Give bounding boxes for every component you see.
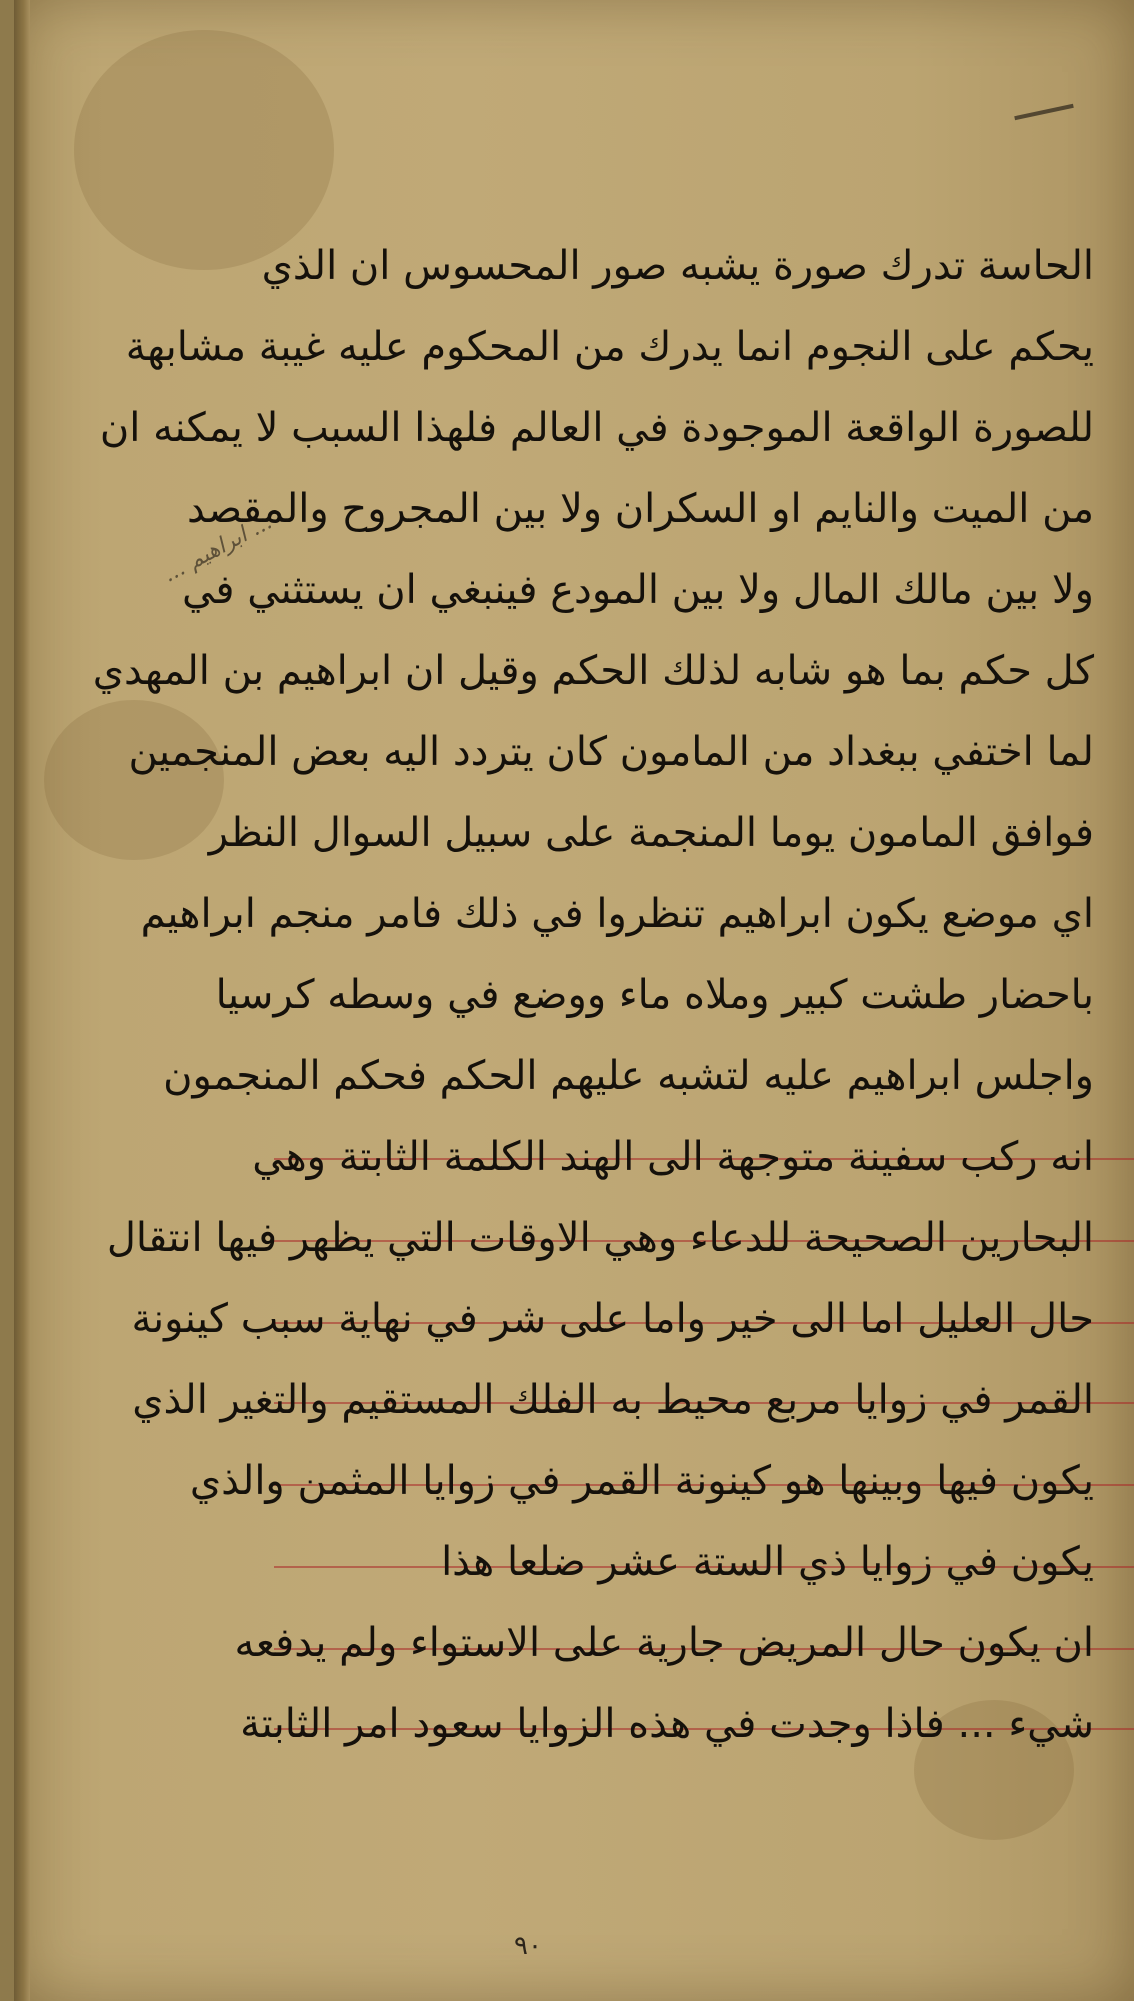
text-line: من الميت والنايم او السكران ولا بين المجروح والمقصد — [187, 485, 1094, 532]
text-line: يكون في زوايا ذي الستة عشر ضلعا هذا — [441, 1538, 1094, 1585]
binding-edge — [14, 0, 30, 2001]
text-line: انه ركب سفينة متوجهة الى الهند الكلمة الثابتة وهي — [252, 1133, 1094, 1180]
text-line: كل حكم بما هو شابه لذلك الحكم وقيل ان ابراهيم بن المهدي — [92, 647, 1094, 694]
manuscript-page — [14, 0, 1134, 2001]
text-line: شيء ... فاذا وجدت في هذه الزوايا سعود امر الثابتة — [240, 1700, 1094, 1747]
marginal-note: ... ابراهيم ... — [159, 509, 277, 588]
text-line: الحاسة تدرك صورة يشبه صور المحسوس ان الذي — [261, 242, 1094, 289]
text-line: البحارين الصحيحة للدعاء وهي الاوقات التي يظهر فيها انتقال — [106, 1214, 1094, 1261]
text-line: ان يكون حال المريض جارية على الاستواء ولم يدفعه — [234, 1619, 1094, 1666]
text-line: حال العليل اما الى خير واما على شر في نهاية سبب كينونة — [131, 1295, 1094, 1342]
ink-mark — [1014, 104, 1074, 120]
text-line: باحضار طشت كبير وملاه ماء ووضع في وسطه كرسيا — [215, 971, 1094, 1018]
text-line: للصورة الواقعة الموجودة في العالم فلهذا السبب لا يمكنه ان — [99, 404, 1094, 451]
text-line: القمر في زوايا مربع محيط به الفلك المستقيم والتغير الذي — [132, 1376, 1094, 1423]
folio-number: ٩٠ — [514, 1931, 542, 1961]
text-line: لما اختفي ببغداد من المامون كان يتردد اليه بعض المنجمين — [128, 728, 1094, 775]
text-line: واجلس ابراهيم عليه لتشبه عليهم الحكم فحكم المنجمون — [163, 1052, 1094, 1099]
text-line: اي موضع يكون ابراهيم تنظروا في ذلك فامر منجم ابراهيم — [140, 890, 1094, 937]
text-line: يحكم على النجوم انما يدرك من المحكوم عليه غيبة مشابهة — [125, 323, 1094, 370]
manuscript-text — [92, 225, 1094, 1764]
text-line: ولا بين مالك المال ولا بين المودع فينبغي ان يستثني في — [182, 566, 1094, 613]
text-line: فوافق المامون يوما المنجمة على سبيل السوال النظر — [208, 809, 1094, 856]
page-stain — [44, 700, 224, 860]
text-line: يكون فيها وبينها هو كينونة القمر في زوايا المثمن والذي — [189, 1457, 1094, 1504]
